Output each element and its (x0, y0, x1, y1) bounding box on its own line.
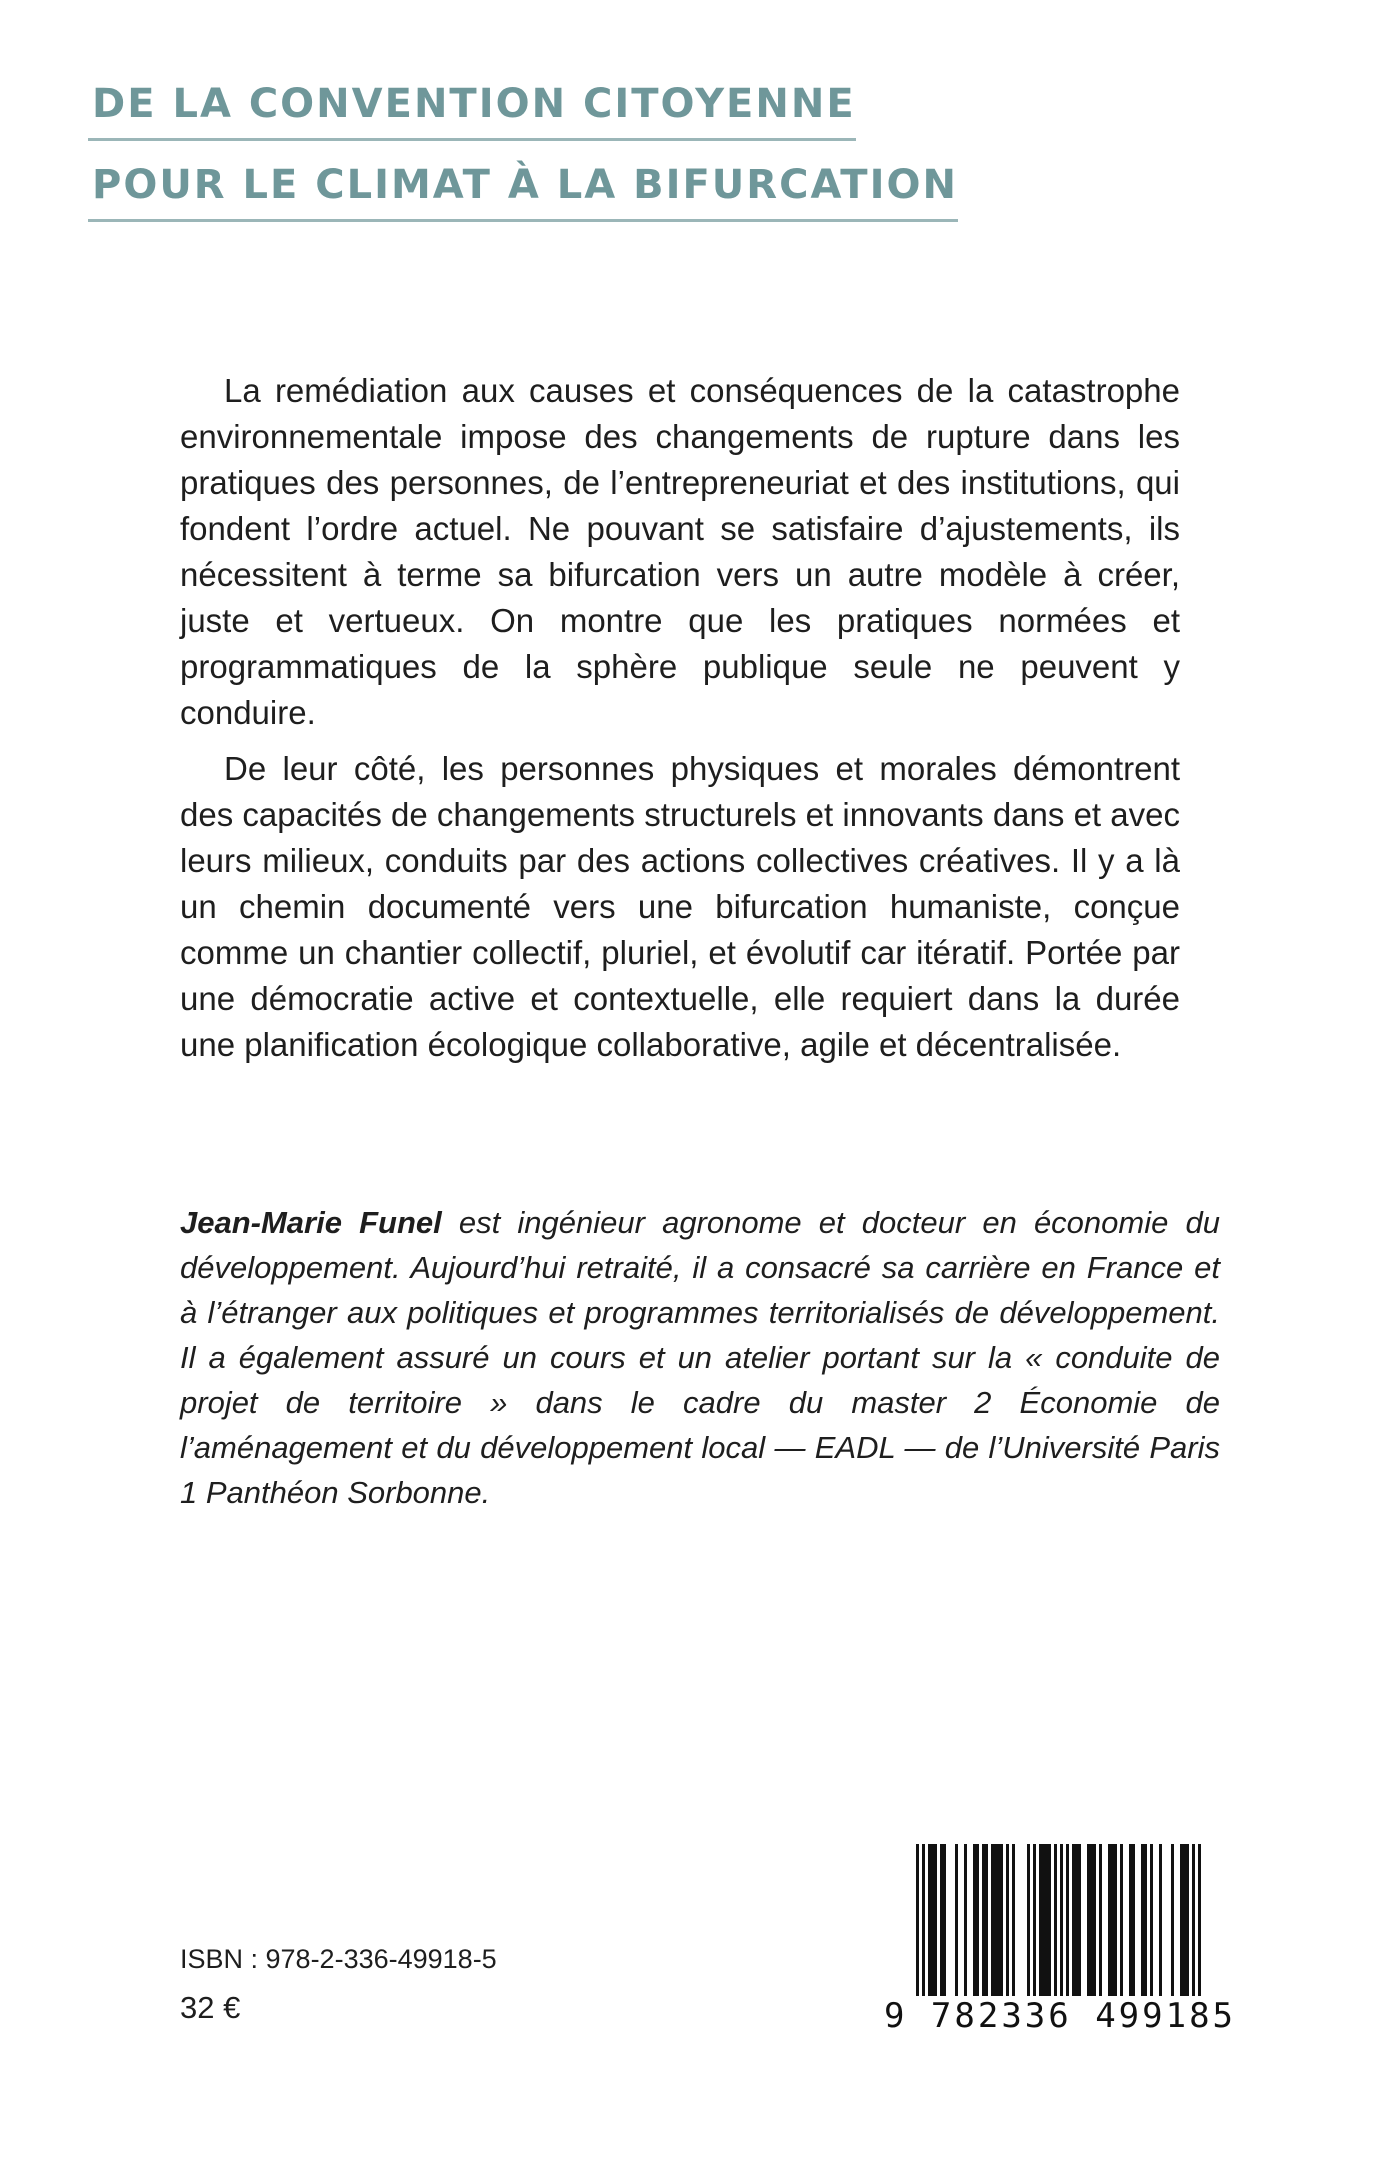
barcode-bar (1111, 1844, 1114, 2000)
barcode-bar (1120, 1844, 1123, 2000)
barcode-bar (1150, 1844, 1153, 2000)
barcode-bar (1006, 1844, 1009, 2000)
barcode-bar (1012, 1844, 1015, 2000)
barcode-bar (1027, 1844, 1030, 2000)
barcode-bar (1099, 1844, 1102, 2000)
barcode-bar (940, 1844, 943, 2000)
barcode-bar (1087, 1844, 1090, 2000)
barcode-bar (1141, 1844, 1144, 2000)
barcode-bar (1180, 1844, 1183, 2000)
barcode-bar (1129, 1844, 1132, 2000)
barcode-bar (991, 1844, 994, 2000)
barcode-bar (1045, 1844, 1048, 2000)
barcode-bar (982, 1844, 985, 2000)
barcode-bar (1183, 1844, 1186, 2000)
price-label: 32 € (180, 1990, 241, 2025)
barcode-bar (973, 1844, 976, 2000)
barcode-bar (1186, 1844, 1189, 2000)
barcode-bar (1033, 1844, 1036, 2000)
barcode-bar (1078, 1844, 1081, 2000)
barcode-bar (1039, 1844, 1042, 2000)
barcode-bar (1075, 1844, 1078, 2000)
cover-title (88, 78, 958, 240)
title-line-2: POUR LE CLIMAT À LA BIFURCATION (88, 159, 958, 222)
barcode-bar (994, 1844, 997, 2000)
barcode-bar (1114, 1844, 1117, 2000)
title-line-1: DE LA CONVENTION CITOYENNE (88, 78, 856, 141)
barcode-bar (1159, 1844, 1162, 2000)
barcode-bar (1090, 1844, 1093, 2000)
barcode (880, 1840, 1240, 2040)
barcode-bar (964, 1844, 967, 2000)
barcode-bar (1132, 1844, 1135, 2000)
barcode-bar (943, 1844, 946, 2000)
barcode-bar (1093, 1844, 1096, 2000)
isbn-label: ISBN : 978-2-336-49918-5 (180, 1944, 497, 1974)
author-bio-text: est ingénieur agronome et docteur en économie du développement. Aujourd’hui retraité, il a consacré sa carrière en France et à l’étranger aux politiques et programmes territorialisés de développement. Il a également assuré un cours et un atelier portant sur la « conduite de projet de territoire » dans le cadre du master 2 Économie de l’aménagement et du développement local — EADL — de l’Université Paris 1 Panthéon Sorbonne. (180, 1205, 1220, 1510)
summary-paragraph-2: De leur côté, les personnes physiques et morales démontrent des capacités de changements structurels et innovants dans et avec leurs milieux, conduits par des actions collectives créatives. Il y a là un chemin documenté vers une bifurcation humaniste, conçue comme un chantier collectif, pluriel, et évolutif car itératif. Portée par une démocratie active et contextuelle, elle requiert dans la durée une planification écologique collaborative, agile et décentralisée. (180, 750, 1180, 1063)
barcode-bar (1042, 1844, 1045, 2000)
barcode-bar (1066, 1844, 1069, 2000)
barcode-bar (1144, 1844, 1147, 2000)
barcode-bar (1000, 1844, 1003, 2000)
barcode-bar (931, 1844, 934, 2000)
barcode-bar (1108, 1844, 1111, 2000)
barcode-bar (928, 1844, 931, 2000)
barcode-bar (1171, 1844, 1174, 2000)
barcode-bar (1048, 1844, 1051, 2000)
book-summary (180, 368, 1180, 1078)
author-bio (180, 1200, 1220, 1515)
summary-paragraph-1: La remédiation aux causes et conséquences de la catastrophe environnementale impose des changements de rupture dans les pratiques des personnes, de l’entrepreneuriat et des institutions, qui fondent l’ordre actuel. Ne pouvant se satisfaire d’ajustements, ils nécessitent à terme sa bifurcation vers un autre modèle à créer, juste et vertueux. On montre que les pratiques normées et programmatiques de la sphère publique seule ne peuvent y conduire. (180, 372, 1180, 731)
barcode-bar (985, 1844, 988, 2000)
barcode-bar (997, 1844, 1000, 2000)
barcode-digits: 9 782336 499185 (880, 1996, 1240, 2036)
author-name: Jean-Marie Funel (180, 1205, 442, 1240)
barcode-bar (934, 1844, 937, 2000)
barcode-bar (1072, 1844, 1075, 2000)
barcode-bar (976, 1844, 979, 2000)
barcode-bar (955, 1844, 958, 2000)
